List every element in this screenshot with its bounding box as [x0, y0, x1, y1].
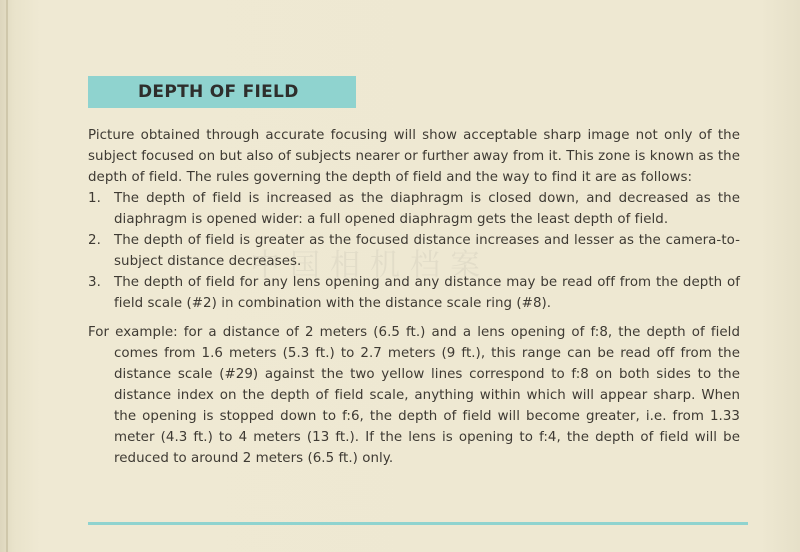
rule-item — [88, 188, 740, 230]
rule-number: 3. — [88, 275, 101, 290]
title-band — [88, 76, 356, 108]
page-title: DEPTH OF FIELD — [138, 82, 299, 102]
binding-edge — [6, 0, 8, 552]
rule-text: The depth of field is greater as the focused distance increases and lesser as the camera-to-subject distance decreases. — [114, 233, 740, 269]
rule-text: The depth of field for any lens opening and any distance may be read off from the depth of field scale (#2) in combination with the distance scale ring (#8). — [114, 275, 740, 311]
rule-text: The depth of field is increased as the diaphragm is closed down, and decreased as the diaphragm is opened wider: a full opened diaphragm gets the least depth of field. — [114, 191, 740, 227]
body-text — [88, 125, 740, 469]
rule-number: 1. — [88, 191, 101, 206]
watermark: 中国相机档案 — [250, 248, 490, 283]
rule-number: 2. — [88, 233, 101, 248]
example-paragraph: For example: for a distance of 2 meters (6.5 ft.) and a lens opening of f:8, the depth of field comes from 1.6 meters (5.3 ft.) to 2.7 meters (9 ft.), this range can be read off from the distance scale (#29) against the two yellow lines correspond to f:8 on both sides to the distance index on the depth of field scale, anything within which will appear sharp. When the opening is stopped down to f:6, the depth of field will become greater, i.e. from 1.33 meter (4.3 ft.) to 4 meters (13 ft.). If the lens is opening to f:4, the depth of field will be reduced to around 2 meters (6.5 ft.) only. — [88, 325, 740, 466]
rule-item — [88, 272, 740, 314]
rule-item — [88, 230, 740, 272]
intro-paragraph: Picture obtained through accurate focusing will show acceptable sharp image not only of the subject focused on but also of subjects nearer or further away from it. This zone is known as the depth of field. The rules governing the depth of field and the way to find it are as follows: — [88, 128, 740, 185]
rules-list — [88, 188, 740, 314]
footer-divider — [88, 522, 748, 525]
